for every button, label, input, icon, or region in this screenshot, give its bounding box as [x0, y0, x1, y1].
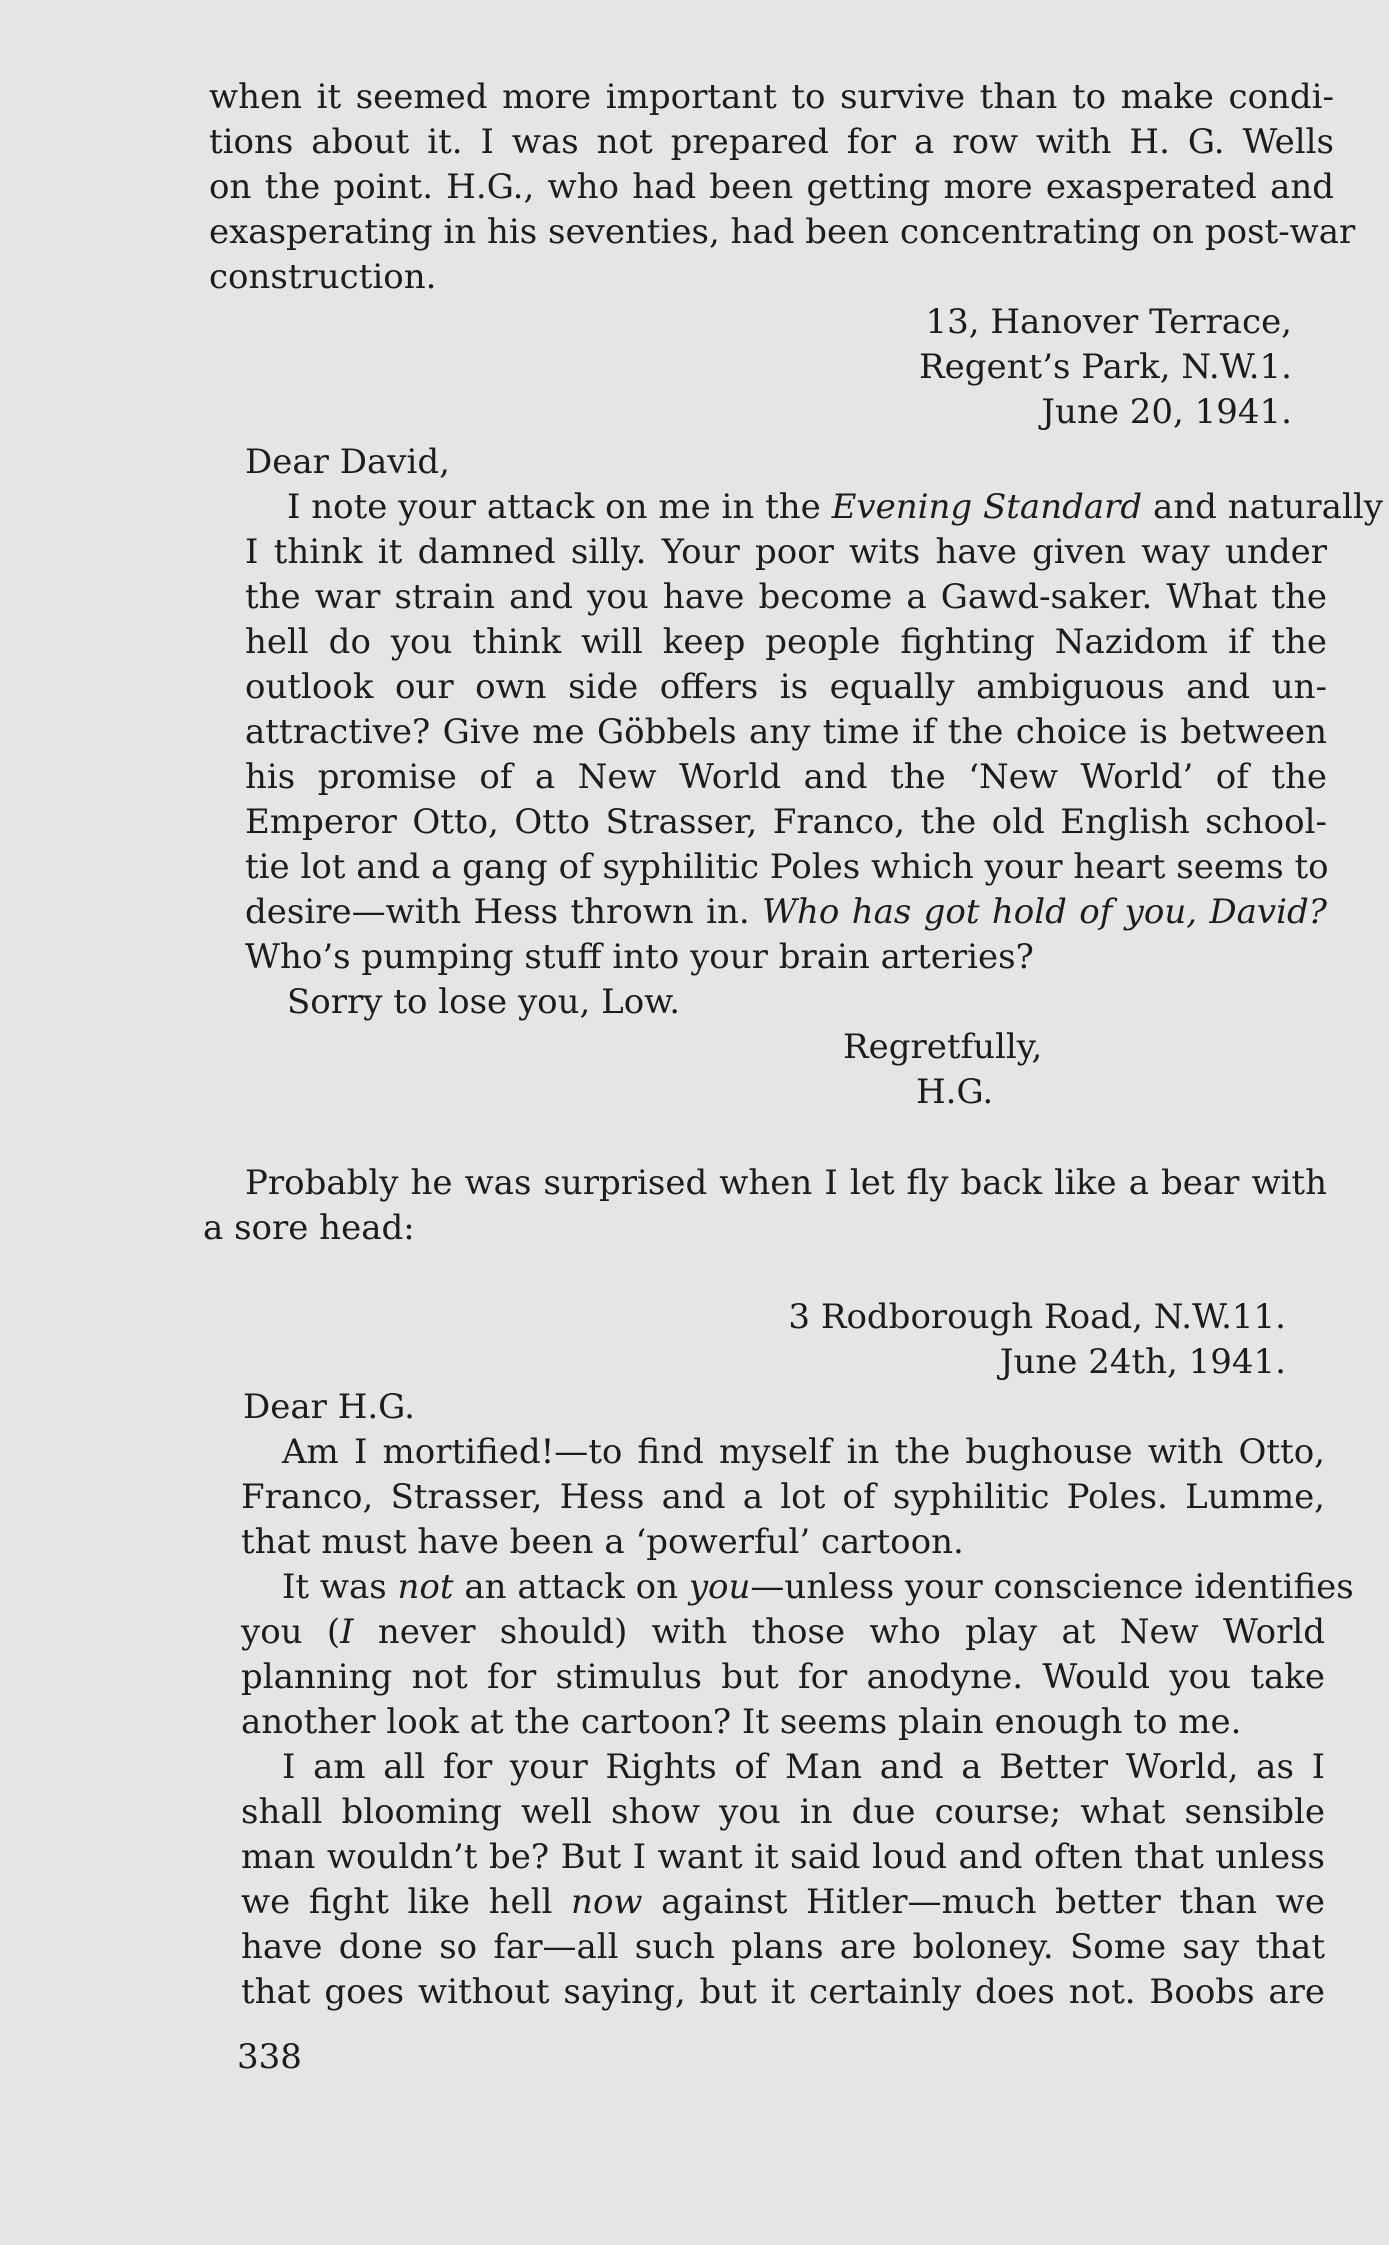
letter1-paragraph-2: Sorry to lose you, Low. [287, 982, 681, 1022]
letter2-p2-line-2: you (I never should) with those who play at New World [241, 1612, 1325, 1652]
letter1-line-4: hell do you think will keep people fighting Nazidom if the [245, 622, 1327, 662]
letter1-salutation: Dear David, [245, 442, 450, 482]
letter1-address-line-1: 13, Hanover Terrace, [925, 302, 1292, 342]
letter1-line-6: attractive? Give me Göbbels any time if the choice is between [245, 712, 1327, 752]
letter1-line-1: I note your attack on me in the Evening Standard and naturally [287, 487, 1383, 527]
letter1-line-8: Emperor Otto, Otto Strasser, Franco, the old English school- [245, 802, 1327, 842]
intro-line-1: when it seemed more important to survive than to make condi- [209, 77, 1334, 117]
letter1-line-2: I think it damned silly. Your poor wits have given way under [245, 532, 1327, 572]
letter1-line-9: tie lot and a gang of syphilitic Poles which your heart seems to [245, 847, 1329, 887]
letter2-p2-line-1: It was not an attack on you—unless your conscience identifies [282, 1567, 1354, 1607]
intro-line-5: construction. [209, 257, 437, 297]
letter2-p1-line-3: that must have been a ‘powerful’ cartoon. [241, 1522, 964, 1562]
letter1-line-7: his promise of a New World and the ‘New World’ of the [245, 757, 1327, 797]
letter2-p3-line-5: have done so far—all such plans are boloney. Some say that [241, 1927, 1325, 1967]
page-number: 338 [237, 2037, 302, 2077]
letter2-p3-line-1: I am all for your Rights of Man and a Better World, as I [282, 1747, 1325, 1787]
letter1-signature: H.G. [916, 1072, 994, 1112]
letter2-p3-line-2: shall blooming well show you in due course; what sensible [241, 1792, 1325, 1832]
letter2-p3-line-3: man wouldn’t be? But I want it said loud and often that unless [241, 1837, 1325, 1877]
newspaper-title: Evening Standard [831, 487, 1143, 527]
intro-line-4: exasperating in his seventies, had been concentrating on post-war [209, 212, 1356, 252]
letter2-p3-line-6: that goes without saying, but it certainly does not. Boobs are [241, 1972, 1325, 2012]
letter2-p3-line-4: we fight like hell now against Hitler—much better than we [241, 1882, 1325, 1922]
bridge-line-1: Probably he was surprised when I let fly back like a bear with [245, 1163, 1327, 1203]
letter2-p2-line-3: planning not for stimulus but for anodyne. Would you take [241, 1657, 1325, 1697]
letter1-line-11: Who’s pumping stuff into your brain arteries? [245, 937, 1034, 977]
letter1-line-10: desire—with Hess thrown in. Who has got hold of you, David? [245, 892, 1327, 932]
letter1-address-line-2: Regent’s Park, N.W.1. [919, 347, 1292, 387]
letter1-line-3: the war strain and you have become a Gawd-saker. What the [245, 577, 1327, 617]
letter1-line-5: outlook our own side offers is equally ambiguous and un- [245, 667, 1327, 707]
letter1-date: June 20, 1941. [1041, 392, 1292, 432]
intro-line-3: on the point. H.G., who had been getting more exasperated and [209, 167, 1334, 207]
bridge-line-2: a sore head: [203, 1208, 415, 1248]
letter2-address: 3 Rodborough Road, N.W.11. [788, 1297, 1286, 1337]
letter2-p1-line-1: Am I mortified!—to find myself in the bughouse with Otto, [282, 1432, 1325, 1472]
letter1-closing: Regretfully, [843, 1027, 1043, 1067]
letter2-salutation: Dear H.G. [243, 1387, 415, 1427]
letter2-p2-line-4: another look at the cartoon? It seems plain enough to me. [241, 1702, 1242, 1742]
intro-line-2: tions about it. I was not prepared for a row with H. G. Wells [209, 122, 1334, 162]
letter2-p1-line-2: Franco, Strasser, Hess and a lot of syphilitic Poles. Lumme, [241, 1477, 1325, 1517]
letter2-date: June 24th, 1941. [999, 1342, 1286, 1382]
